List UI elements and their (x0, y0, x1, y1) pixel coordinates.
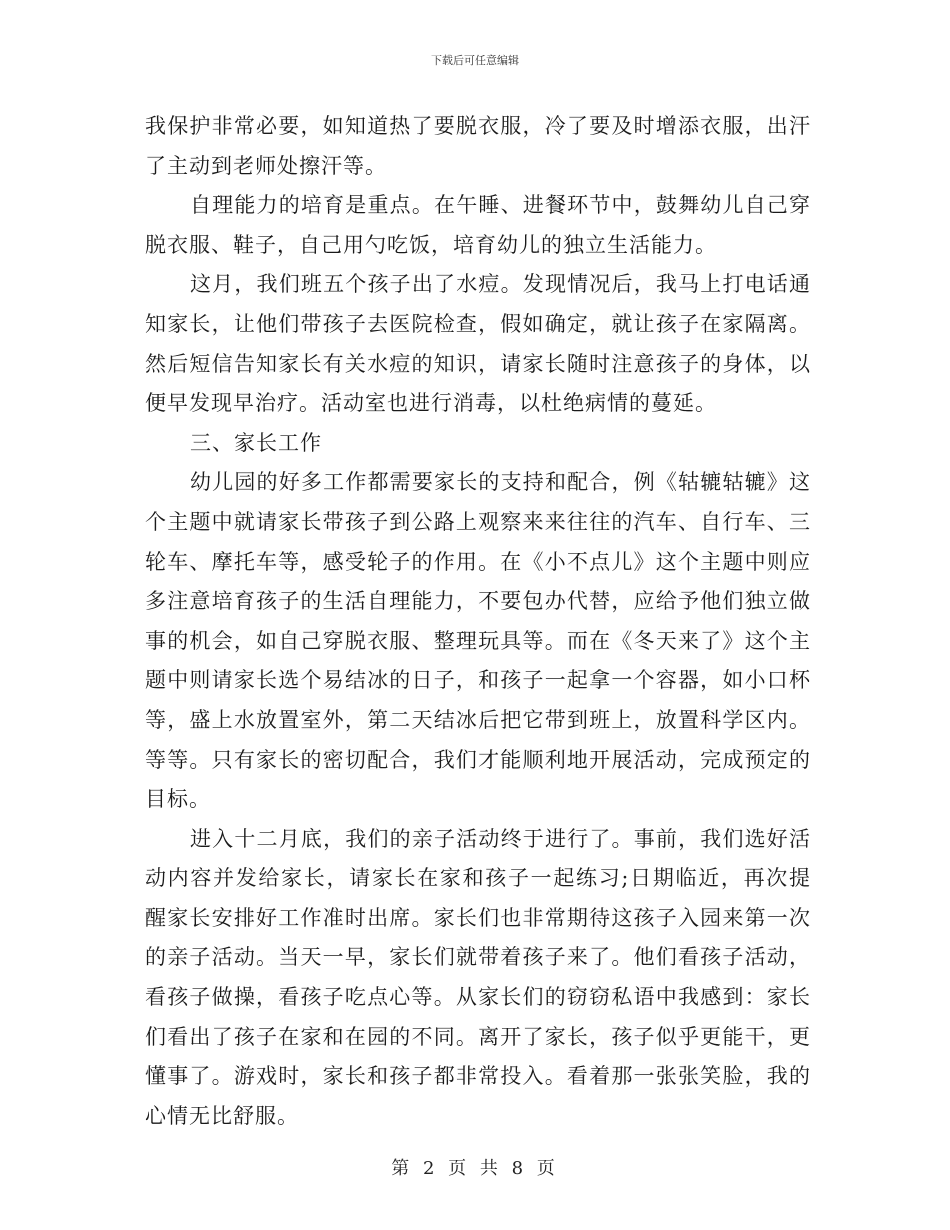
paragraph-parent-cooperation: 幼儿园的好多工作都需要家长的支持和配合，例《轱辘轱辘》这个主题中就请家长带孩子到公路上观察来来往往的汽车、自行车、三轮车、摩托车等，感受轮子的作用。在《小不点儿》这个主题中则应多注意培育孩子的生活自理能力，不要包办代替，应给予他们独立做事的机会，如自己穿脱衣服、整理玩具等。而在《冬天来了》这个主题中则请家长选个易结冰的日子，和孩子一起拿一个容器，如小口杯等，盛上水放置室外，第二天结冰后把它带到班上，放置科学区内。等等。只有家长的密切配合，我们才能顺利地开展活动，完成预定的目标。 (145, 470, 811, 812)
paragraph-continued: 我保护非常必要，如知道热了要脱衣服，冷了要及时增添衣服，出汗了主动到老师处擦汗等。 (145, 114, 811, 178)
page-number-footer: 第 2 页 共 8 页 (391, 1158, 559, 1179)
page-header: 下载后可任意编辑 (431, 54, 519, 67)
paragraph-self-care: 自理能力的培育是重点。在午睡、进餐环节中，鼓舞幼儿自己穿脱衣服、鞋子，自己用勺吃饭，培育幼儿的独立生活能力。 (145, 193, 811, 257)
document-body (145, 107, 811, 1136)
section-heading-parent-work: 三、家长工作 (190, 430, 322, 455)
paragraph-parent-child-activity: 进入十二月底，我们的亲子活动终于进行了。事前，我们选好活动内容并发给家长，请家长在家和孩子一起练习;日期临近，再次提醒家长安排好工作准时出席。家长们也非常期待这孩子入园来第一次的亲子活动。当天一早，家长们就带着孩子来了。他们看孩子活动，看孩子做操，看孩子吃点心等。从家长们的窃窃私语中我感到：家长们看出了孩子在家和在园的不同。离开了家长，孩子似乎更能干，更懂事了。游戏时，家长和孩子都非常投入。看着那一张张笑脸，我的心情无比舒服。 (145, 826, 811, 1128)
paragraph-chickenpox: 这月，我们班五个孩子出了水痘。发现情况后，我马上打电话通知家长，让他们带孩子去医院检查，假如确定，就让孩子在家隔离。然后短信告知家长有关水痘的知识，请家长随时注意孩子的身体，以便早发现早治疗。活动室也进行消毒，以杜绝病情的蔓延。 (145, 272, 811, 416)
